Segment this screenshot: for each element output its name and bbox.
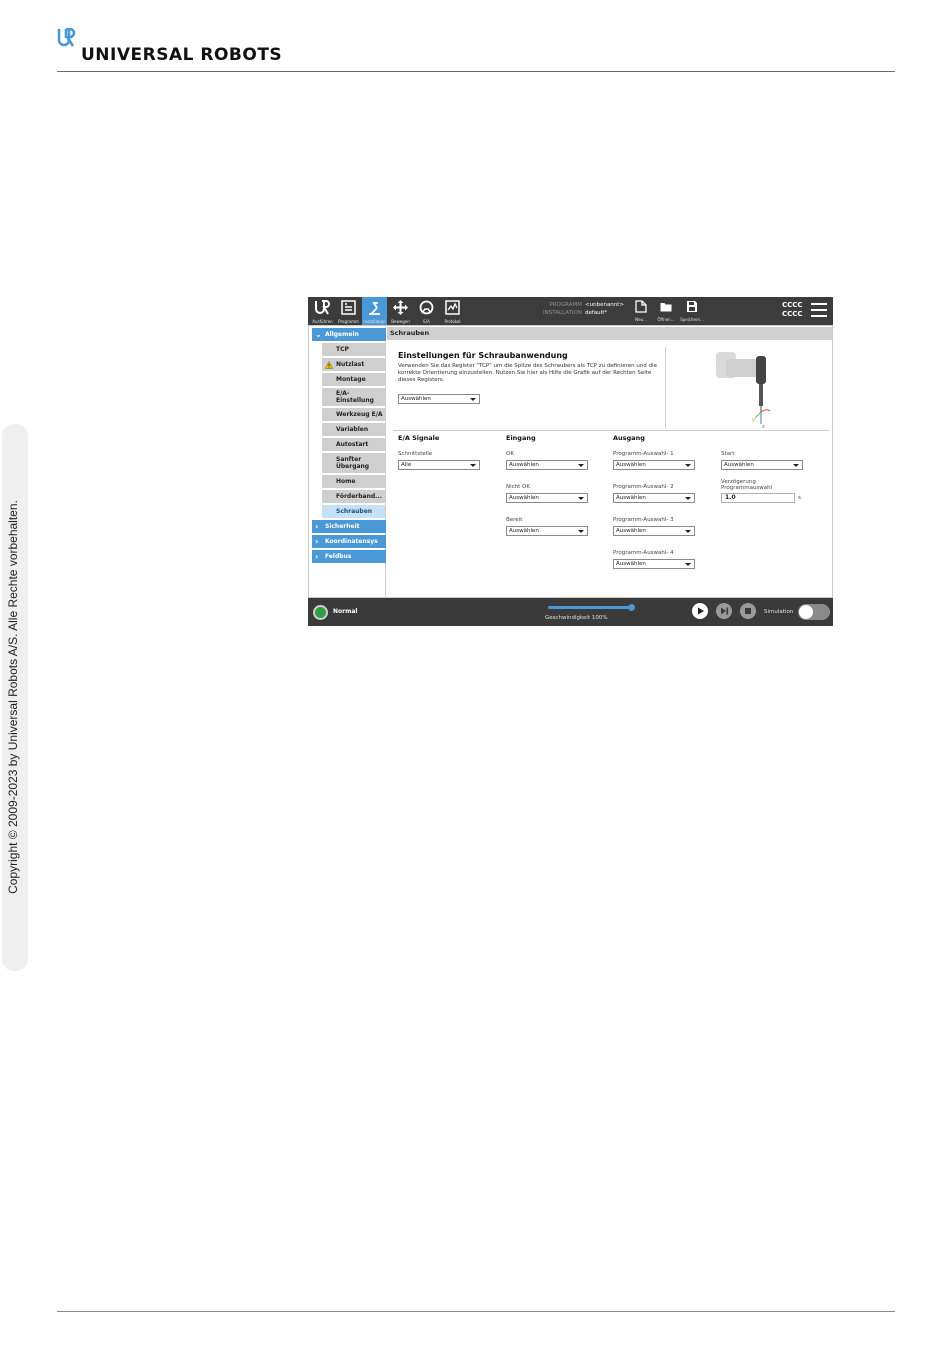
- group-fieldbus-label: Feldbus: [325, 553, 352, 560]
- new-file-button[interactable]: [630, 299, 652, 323]
- log-icon: [444, 299, 461, 316]
- nav-program-label: Programm: [338, 319, 359, 324]
- interface-value: Alle: [401, 462, 412, 468]
- open-folder-icon: [660, 300, 672, 313]
- output-program-select-2-dropdown[interactable]: [613, 493, 695, 503]
- open-file-label: Öffnen...: [657, 317, 675, 322]
- ur-logo-icon: [314, 299, 331, 316]
- nav-installation-label: Installation: [363, 319, 386, 324]
- speed-label: Geschwindigkeit 100%: [545, 615, 608, 621]
- group-general[interactable]: [312, 328, 386, 341]
- output-program-select-2-value: Auswählen: [616, 495, 646, 501]
- program-info: [524, 301, 624, 317]
- nav-io-button[interactable]: [414, 297, 439, 325]
- input-ok-label: OK: [506, 451, 514, 457]
- speed-slider-handle[interactable]: [628, 604, 635, 611]
- sidebar-item-mounting[interactable]: [322, 373, 385, 386]
- top-bar: [308, 297, 833, 325]
- start-label: Start: [721, 451, 735, 457]
- chevron-down-icon: [685, 497, 691, 500]
- program-key: PROGRAMM: [549, 302, 582, 308]
- nav-log-button[interactable]: [440, 297, 465, 325]
- nav-move-label: Bewegen: [391, 319, 410, 324]
- output-program-select-4-dropdown[interactable]: [613, 559, 695, 569]
- output-program-select-1-label: Programm-Auswahl- 1: [613, 451, 674, 457]
- input-not-ok-label: Nicht OK: [506, 484, 530, 490]
- stop-button[interactable]: [740, 603, 756, 619]
- output-program-select-3-value: Auswählen: [616, 528, 646, 534]
- play-icon: [692, 603, 708, 619]
- tab-title: Schrauben: [387, 327, 832, 340]
- installation-icon: [366, 299, 383, 316]
- chevron-down-icon: [578, 464, 584, 467]
- new-file-icon: [635, 300, 647, 313]
- chevron-down-icon: [685, 530, 691, 533]
- sidebar-item-screwing[interactable]: [322, 505, 385, 518]
- delay-input[interactable]: 1.0: [721, 493, 795, 503]
- content-panel: [387, 327, 832, 597]
- io-icon: [418, 299, 435, 316]
- sidebar-item-tcp[interactable]: [322, 343, 385, 356]
- sidebar-item-autostart[interactable]: [322, 438, 385, 451]
- simulation-label: Simulation: [764, 609, 794, 615]
- sidebar-item-label: TCP: [336, 346, 349, 353]
- input-ready-value: Auswählen: [509, 528, 539, 534]
- new-file-label: Neu...: [635, 317, 647, 322]
- sidebar-item-io-setup[interactable]: [322, 388, 385, 406]
- chevron-right-icon: ›: [315, 537, 319, 546]
- sidebar-item-home[interactable]: [322, 475, 385, 488]
- sidebar-item-label: E/A- Einstellung: [336, 390, 374, 404]
- play-button[interactable]: [692, 603, 708, 619]
- header-rule: [57, 71, 895, 72]
- chevron-right-icon: ›: [315, 522, 319, 531]
- sidebar-item-conveyor[interactable]: [322, 490, 385, 503]
- delay-label-line-1: Verzögerung: [721, 479, 756, 485]
- output-program-select-1-dropdown[interactable]: [613, 460, 695, 470]
- robot-status-icon[interactable]: [313, 605, 328, 620]
- output-program-select-3-dropdown[interactable]: [613, 526, 695, 536]
- nav-program-button[interactable]: [336, 297, 361, 325]
- sidebar-item-label: Werkzeug E/A: [336, 411, 383, 418]
- group-coordinate-systems-label: Koordinatensys: [325, 538, 378, 545]
- step-button[interactable]: [716, 603, 732, 619]
- chevron-down-icon: [578, 530, 584, 533]
- installation-value: default*: [585, 310, 608, 316]
- robot-status-text: Normal: [333, 608, 358, 615]
- section-description: Verwenden Sie das Register "TCP" um die Spitze des Schraubers als TCP zu definieren und die korrekte Orientierung einzustellen. Nutzen Sie hier als Hilfe die Grafik auf der Rechten Seite dieses Registers.: [398, 363, 657, 383]
- tcp-select-value: Auswählen: [401, 396, 431, 402]
- output-heading: Ausgang: [613, 434, 645, 442]
- chevron-down-icon: [470, 464, 476, 467]
- input-ok-dropdown[interactable]: [506, 460, 588, 470]
- output-program-select-2-label: Programm-Auswahl- 2: [613, 484, 674, 490]
- save-file-button[interactable]: [681, 299, 703, 323]
- speed-slider-track[interactable]: [548, 606, 633, 609]
- nav-installation-button[interactable]: [362, 297, 387, 325]
- axis-z-label: z: [762, 424, 765, 429]
- chevron-down-icon: [470, 398, 476, 401]
- main-area: [308, 325, 833, 598]
- interface-label: Schnittstelle: [398, 451, 433, 457]
- sidebar-item-tool-io[interactable]: [322, 408, 385, 421]
- sidebar-item-variables[interactable]: [322, 423, 385, 436]
- nav-run-button[interactable]: [310, 297, 335, 325]
- group-coordinate-systems[interactable]: [312, 535, 386, 548]
- status-code-line-2: CCCC: [782, 310, 803, 318]
- sidebar-item-label: Home: [336, 478, 356, 485]
- move-icon: [392, 299, 409, 316]
- sidebar-item-label: Schrauben: [336, 508, 373, 515]
- interface-dropdown[interactable]: [398, 460, 480, 470]
- delay-label-line-2: Programmauswahl: [721, 485, 773, 491]
- installation-key: INSTALLATION: [543, 310, 582, 316]
- start-value: Auswählen: [724, 462, 754, 468]
- chevron-down-icon: [685, 464, 691, 467]
- nav-move-button[interactable]: [388, 297, 413, 325]
- output-program-select-4-value: Auswählen: [616, 561, 646, 567]
- axis-y-label: y: [752, 417, 755, 423]
- warning-icon: [325, 361, 333, 369]
- status-code-line-1: CCCC: [782, 301, 803, 309]
- chevron-down-icon: [793, 464, 799, 467]
- bottom-bar: [308, 598, 833, 626]
- save-icon: [686, 300, 698, 313]
- input-ready-dropdown[interactable]: [506, 526, 588, 536]
- hamburger-menu-icon[interactable]: [811, 303, 827, 317]
- polyscope-screenshot: [308, 297, 833, 626]
- output-program-select-4-label: Programm-Auswahl- 4: [613, 550, 674, 556]
- footer-rule: [57, 1311, 895, 1312]
- sidebar-item-label: Sanfter Übergang: [336, 456, 370, 470]
- input-not-ok-dropdown[interactable]: [506, 493, 588, 503]
- chevron-right-icon: ›: [315, 552, 319, 561]
- horizontal-divider: [393, 430, 829, 431]
- program-icon: [340, 299, 357, 316]
- group-fieldbus[interactable]: [312, 550, 386, 563]
- program-value: <unbenannt>: [585, 302, 625, 308]
- simulation-toggle-knob: [799, 605, 813, 619]
- brand-header: [57, 28, 283, 68]
- chevron-down-icon: ⌄: [315, 330, 322, 339]
- open-file-button[interactable]: [655, 299, 677, 323]
- save-file-label: Speichern...: [680, 317, 704, 322]
- nav-run-label: Ausführen: [312, 319, 333, 324]
- output-program-select-3-label: Programm-Auswahl- 3: [613, 517, 674, 523]
- nav-io-label: E/A: [423, 319, 430, 324]
- section-title: Einstellungen für Schraubanwendung: [398, 351, 568, 360]
- brand-name: UNIVERSAL ROBOTS: [81, 45, 283, 65]
- sidebar-item-label: Variablen: [336, 426, 369, 433]
- input-ok-value: Auswählen: [509, 462, 539, 468]
- start-dropdown[interactable]: [721, 460, 803, 470]
- io-signals-heading: E/A Signale: [398, 434, 440, 442]
- sidebar-item-label: Autostart: [336, 441, 369, 448]
- delay-unit: s: [798, 495, 801, 501]
- nav-log-label: Protokol: [444, 319, 461, 324]
- tcp-select-dropdown[interactable]: [398, 394, 480, 404]
- sidebar-item-label: Montage: [336, 376, 366, 383]
- chevron-down-icon: [578, 497, 584, 500]
- sidebar-item-label: Nutzlast: [336, 361, 365, 368]
- ur-logo-icon: [57, 28, 77, 48]
- stop-icon: [740, 603, 756, 619]
- simulation-toggle[interactable]: [798, 604, 830, 620]
- sidebar-item-label: Förderband...: [336, 493, 383, 500]
- chevron-down-icon: [685, 563, 691, 566]
- input-ready-label: Bereit: [506, 517, 523, 523]
- group-general-label: Allgemein: [325, 331, 359, 338]
- status-code: [782, 301, 803, 319]
- input-not-ok-value: Auswählen: [509, 495, 539, 501]
- screwdriver-tool-illustration: [712, 347, 792, 429]
- vertical-divider: [665, 347, 666, 429]
- step-icon: [716, 603, 732, 619]
- group-safety[interactable]: [312, 520, 386, 533]
- input-heading: Eingang: [506, 434, 536, 442]
- group-safety-label: Sicherheit: [325, 523, 360, 530]
- sidebar-item-smooth-transition[interactable]: [322, 453, 385, 473]
- side-menu: [310, 327, 386, 597]
- output-program-select-1-value: Auswählen: [616, 462, 646, 468]
- sidebar-item-payload[interactable]: [322, 358, 385, 371]
- copyright-text: Copyright © 2009-2023 by Universal Robots A/S. Alle Rechte vorbehalten.: [6, 500, 20, 894]
